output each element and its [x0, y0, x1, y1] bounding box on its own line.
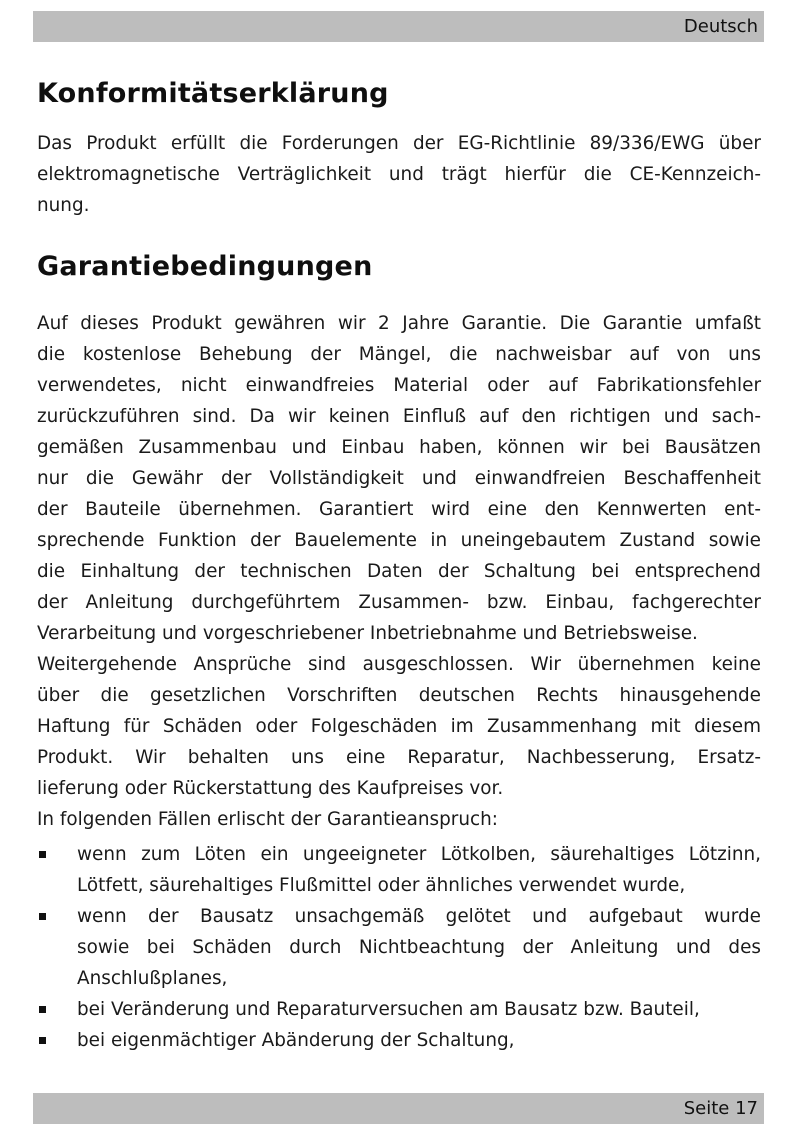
list-item [37, 839, 761, 901]
bullet-square-icon [39, 913, 46, 920]
paragraph-line: elektromagnetische Verträglichkeit und trägt hierfür die CE-Kennzeich- [37, 164, 761, 185]
paragraph-line: der Anleitung durchgeführtem Zusammen- bzw. Einbau, fachgerechter [37, 592, 761, 613]
list-item-line: bei eigenmächtiger Abänderung der Schaltung, [77, 1030, 515, 1051]
paragraph-line: über die gesetzlichen Vorschriften deutschen Rechts hinausgehende [37, 685, 761, 706]
list-item [37, 994, 761, 1025]
paragraph-line: verwendetes, nicht einwandfreies Material oder auf Fabrikationsfehler [37, 375, 761, 396]
list-item-line: wenn zum Löten ein ungeeigneter Lötkolben, säurehaltiges Lötzinn, [77, 844, 761, 865]
list-item [37, 1025, 761, 1056]
paragraph-line: nur die Gewähr der Vollständigkeit und einwandfreien Beschaffenheit [37, 468, 761, 489]
paragraph-line: zurückzuführen sind. Da wir keinen Einfluß auf den richtigen und sach- [37, 406, 761, 427]
paragraph-line: Das Produkt erfüllt die Forderungen der EG-Richtlinie 89/336/EWG über [37, 133, 761, 154]
paragraph-line: nung. [37, 195, 90, 216]
paragraph-line: Auf dieses Produkt gewähren wir 2 Jahre Garantie. Die Garantie umfaßt [37, 313, 761, 334]
language-label: Deutsch [683, 16, 758, 37]
warranty-heading: Garantiebedingungen [37, 251, 373, 282]
paragraph-line: Haftung für Schäden oder Folgeschäden im Zusammenhang mit diesem [37, 716, 761, 737]
conformity-paragraph [37, 128, 761, 221]
list-item-line: Anschlußplanes, [77, 968, 228, 989]
paragraph-line: In folgenden Fällen erlischt der Garantieanspruch: [37, 809, 498, 830]
paragraph-line: sprechende Funktion der Bauelemente in uneingebautem Zustand sowie [37, 530, 761, 551]
paragraph-line: die Einhaltung der technischen Daten der Schaltung bei entsprechend [37, 561, 761, 582]
list-item-line: bei Veränderung und Reparaturversuchen am Bausatz bzw. Bauteil, [77, 999, 700, 1020]
page-number: Seite 17 [683, 1098, 758, 1119]
paragraph-line: der Bauteile übernehmen. Garantiert wird eine den Kennwerten ent- [37, 499, 761, 520]
paragraph-line: Weitergehende Ansprüche sind ausgeschlossen. Wir übernehmen keine [37, 654, 761, 675]
footer-bar [33, 1093, 764, 1124]
list-item-line: wenn der Bausatz unsachgemäß gelötet und aufgebaut wurde [77, 906, 761, 927]
paragraph-line: lieferung oder Rückerstattung des Kaufpreises vor. [37, 778, 504, 799]
warranty-exclusions-list [37, 839, 761, 1056]
paragraph-line: Produkt. Wir behalten uns eine Reparatur, Nachbesserung, Ersatz- [37, 747, 761, 768]
warranty-paragraph [37, 308, 761, 835]
list-item-line: Lötfett, säurehaltiges Flußmittel oder ähnliches verwendet wurde, [77, 875, 686, 896]
paragraph-line: gemäßen Zusammenbau und Einbau haben, können wir bei Bausätzen [37, 437, 761, 458]
list-item [37, 901, 761, 994]
bullet-square-icon [39, 1037, 46, 1044]
conformity-heading: Konformitätserklärung [37, 78, 389, 109]
header-bar [33, 11, 764, 42]
list-item-line: sowie bei Schäden durch Nichtbeachtung der Anleitung und des [77, 937, 761, 958]
paragraph-line: die kostenlose Behebung der Mängel, die nachweisbar auf von uns [37, 344, 761, 365]
bullet-square-icon [39, 851, 46, 858]
bullet-square-icon [39, 1006, 46, 1013]
paragraph-line: Verarbeitung und vorgeschriebener Inbetriebnahme und Betriebsweise. [37, 623, 698, 644]
